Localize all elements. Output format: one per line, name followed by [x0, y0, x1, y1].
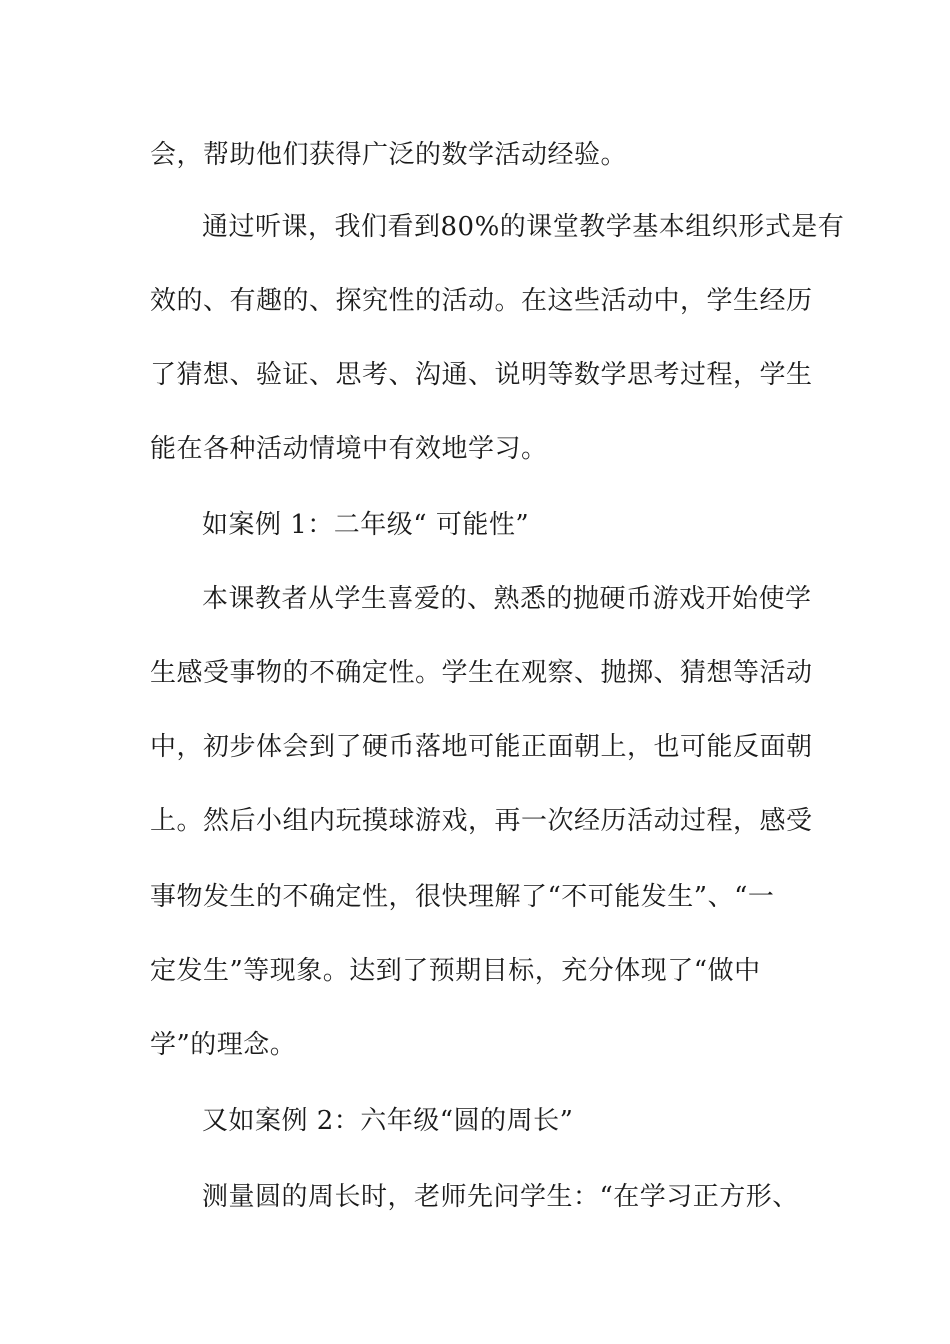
text-line: 测量圆的周长时，老师先问学生：“在学习正方形、 — [202, 1182, 799, 1212]
text-line: 事物发生的不确定性，很快理解了“不可能发生”、“一 — [150, 882, 775, 912]
text-line: 本课教者从学生喜爱的、熟悉的抛硬币游戏开始使学 — [202, 584, 812, 614]
text-line: 能在各种活动情境中有效地学习。 — [150, 434, 548, 464]
text-line: 中，初步体会到了硬币落地可能正面朝上，也可能反面朝 — [150, 732, 813, 762]
text-line: 了猜想、验证、思考、沟通、说明等数学思考过程，学生 — [150, 360, 813, 390]
text-line: 上。然后小组内玩摸球游戏，再一次经历活动过程，感受 — [150, 806, 813, 836]
text-line: 如案例 1：二年级“ 可能性” — [202, 510, 530, 540]
text-line: 效的、有趣的、探究性的活动。在这些活动中，学生经历 — [150, 286, 813, 316]
text-line: 生感受事物的不确定性。学生在观察、抛掷、猜想等活动 — [150, 658, 813, 688]
text-line: 又如案例 2：六年级“圆的周长” — [202, 1106, 574, 1136]
text-line: 定发生”等现象。达到了预期目标，充分体现了“做中 — [150, 956, 761, 986]
text-line: 学”的理念。 — [150, 1030, 297, 1060]
text-line: 会，帮助他们获得广泛的数学活动经验。 — [150, 140, 628, 170]
text-line: 通过听课，我们看到80%的课堂教学基本组织形式是有 — [202, 212, 845, 242]
